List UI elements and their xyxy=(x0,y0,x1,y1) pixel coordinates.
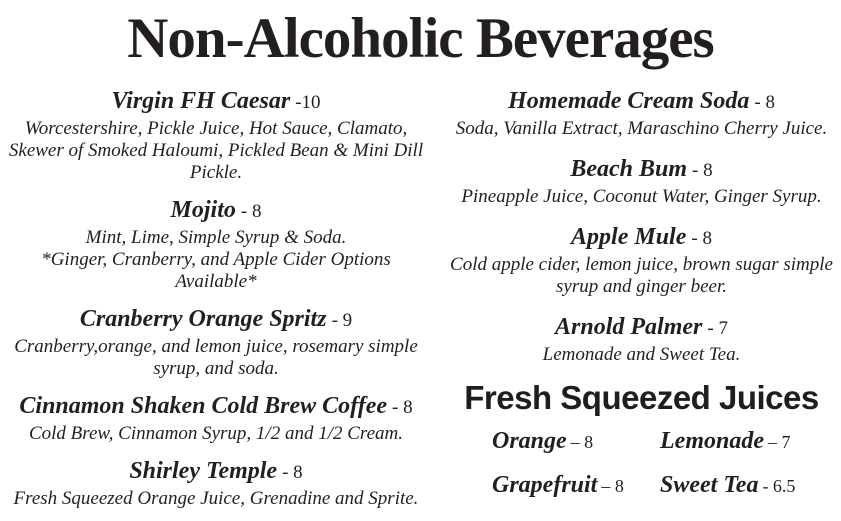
juice-item xyxy=(660,426,837,459)
juice-price: – 7 xyxy=(767,432,791,453)
item-title xyxy=(0,195,432,227)
item-description: Fresh Squeezed Orange Juice, Grenadine and Sprite. xyxy=(13,487,419,509)
item-title xyxy=(0,86,432,118)
item-description: Cold apple cider, lemon juice, brown sugar simple syrup and ginger beer. xyxy=(450,253,833,297)
juices-grid xyxy=(492,426,837,503)
menu-item xyxy=(446,154,837,208)
juice-price: – 8 xyxy=(570,432,594,453)
right-column xyxy=(446,86,837,521)
menu-item xyxy=(446,222,837,298)
item-price: - 8 xyxy=(282,461,303,483)
item-description: Lemonade and Sweet Tea. xyxy=(542,343,741,365)
item-title xyxy=(0,304,432,336)
item-description: Worcestershire, Pickle Juice, Hot Sauce, Clamato, Skewer of Smoked Haloumi, Pickled Bean & Mini Dill Pickle. xyxy=(8,117,424,183)
menu-item xyxy=(0,456,432,510)
item-description: Pineapple Juice, Coconut Water, Ginger Syrup. xyxy=(461,185,822,207)
item-title xyxy=(446,86,837,118)
item-title xyxy=(0,456,432,488)
item-name: Apple Mule xyxy=(571,223,687,250)
item-name: Cranberry Orange Spritz xyxy=(79,305,327,332)
menu-item xyxy=(0,391,432,445)
juice-price: – 8 xyxy=(601,476,624,497)
page-title: Non-Alcoholic Beverages xyxy=(127,7,714,70)
item-name: Mojito xyxy=(170,196,236,223)
item-name: Virgin FH Caesar xyxy=(111,87,291,114)
item-title xyxy=(0,391,432,423)
item-title xyxy=(446,222,837,254)
menu-item xyxy=(446,86,837,140)
item-price: - 8 xyxy=(392,396,413,418)
juice-name: Sweet Tea xyxy=(660,472,759,499)
item-description: Cranberry,orange, and lemon juice, rosemary simple syrup, and soda. xyxy=(14,335,418,379)
menu-columns xyxy=(0,86,841,521)
item-description: Mint, Lime, Simple Syrup & Soda. xyxy=(85,226,347,248)
item-price: - 8 xyxy=(754,91,775,113)
item-description: Soda, Vanilla Extract, Maraschino Cherry Juice. xyxy=(455,117,828,139)
juices-section xyxy=(446,380,837,504)
juice-name: Orange xyxy=(492,428,567,455)
menu-item xyxy=(446,312,837,366)
item-name: Cinnamon Shaken Cold Brew Coffee xyxy=(19,392,388,419)
item-price: - 8 xyxy=(691,227,712,249)
menu-item xyxy=(0,86,432,184)
menu-item xyxy=(0,304,432,380)
item-price: - 8 xyxy=(692,159,713,181)
juice-item xyxy=(492,470,660,503)
item-price: -10 xyxy=(295,91,321,113)
left-column xyxy=(0,86,432,521)
item-price: - 7 xyxy=(707,317,728,339)
item-title xyxy=(446,154,837,186)
item-name: Shirley Temple xyxy=(129,457,278,484)
juice-name: Lemonade xyxy=(660,428,764,455)
item-description: Cold Brew, Cinnamon Syrup, 1/2 and 1/2 Cream. xyxy=(28,422,404,444)
item-price: - 9 xyxy=(331,309,353,331)
juice-name: Grapefruit xyxy=(492,472,598,499)
item-name: Homemade Cream Soda xyxy=(508,87,750,114)
juice-item xyxy=(492,426,660,459)
item-description: *Ginger, Cranberry, and Apple Cider Options Available* xyxy=(41,248,391,292)
menu-item xyxy=(0,195,432,293)
item-name: Arnold Palmer xyxy=(555,313,703,340)
juice-price: - 6.5 xyxy=(762,476,796,497)
juices-section-heading: Fresh Squeezed Juices xyxy=(464,378,819,416)
item-title xyxy=(446,312,837,344)
item-price: - 8 xyxy=(240,200,262,222)
juice-item xyxy=(660,470,837,503)
item-name: Beach Bum xyxy=(570,155,688,182)
